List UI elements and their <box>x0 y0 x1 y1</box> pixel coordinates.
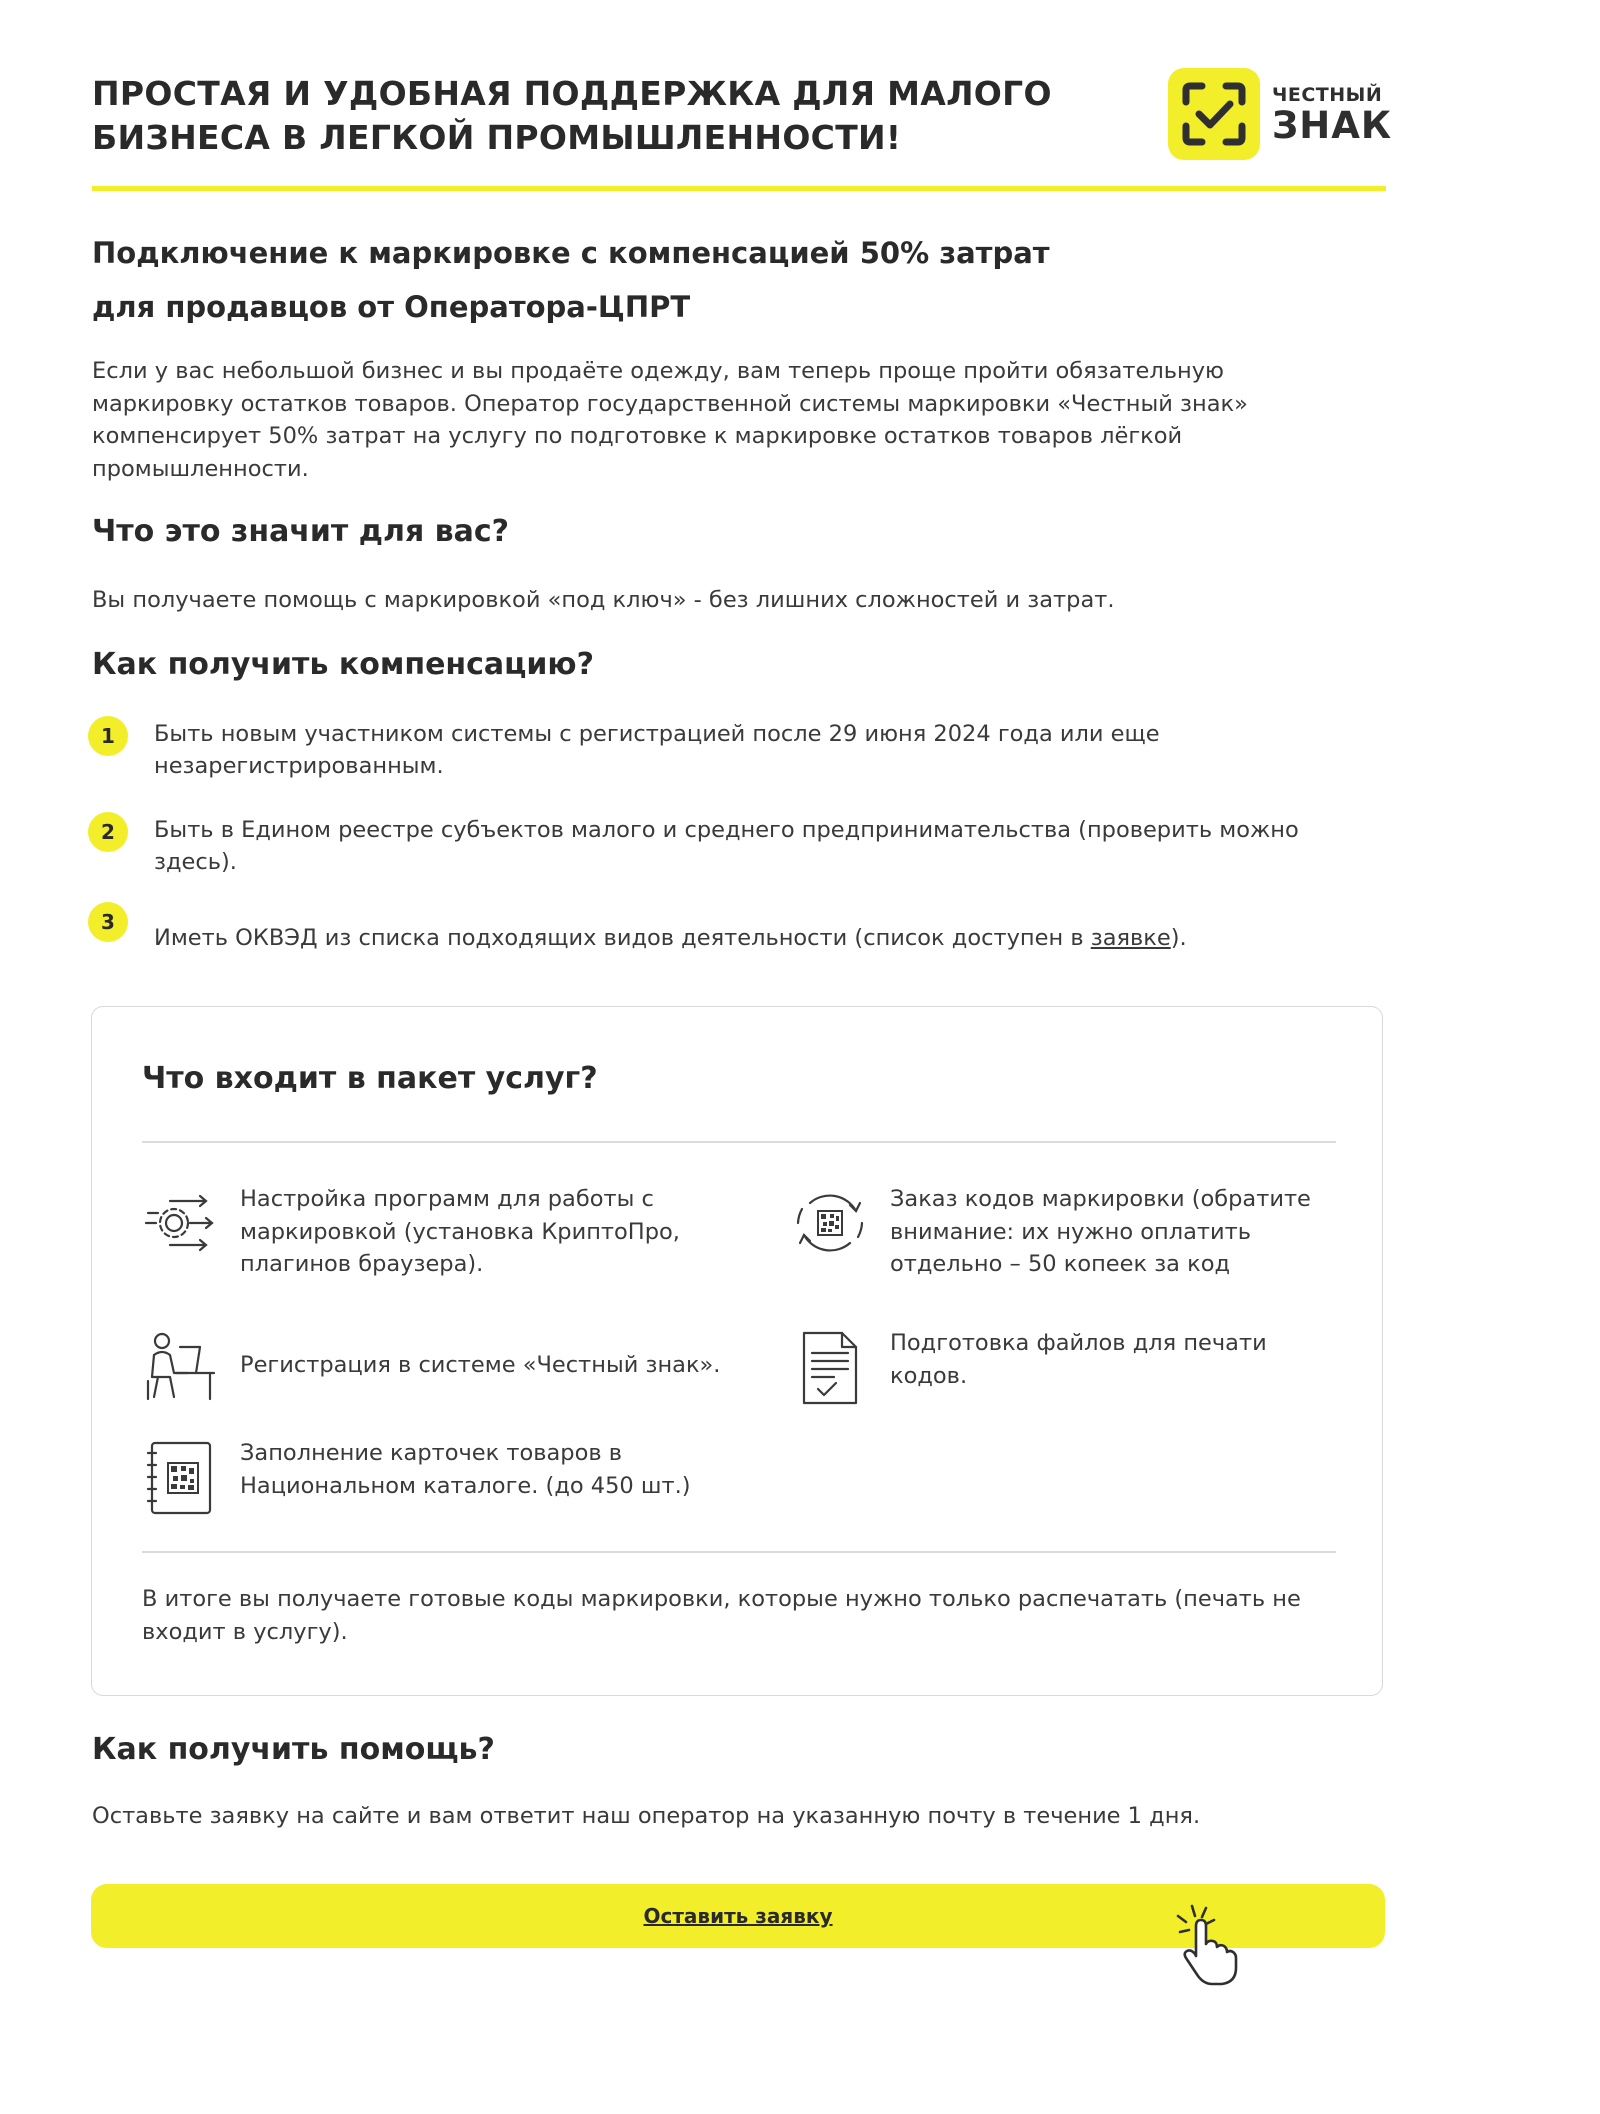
service-item <box>140 1327 740 1417</box>
service-text: Подготовка файлов для печати кодов. <box>890 1330 1267 1389</box>
logo-text-big: ЗНАК <box>1272 104 1393 147</box>
step-number-badge: 1 <box>88 716 128 756</box>
service-item <box>140 1437 740 1527</box>
subtitle <box>92 226 1192 334</box>
service-item <box>790 1327 1350 1417</box>
step-number-badge: 2 <box>88 812 128 852</box>
service-text: Заполнение карточек товаров в Национальном каталоге. (до 450 шт.) <box>240 1440 691 1499</box>
page-title-line-2: БИЗНЕСА В ЛЕГКОЙ ПРОМЫШЛЕННОСТИ! <box>92 118 902 157</box>
card-divider-top <box>142 1141 1336 1143</box>
service-item <box>790 1183 1350 1293</box>
service-text: Настройка программ для работы с маркировкой (установка КриптоПро, плагинов браузера). <box>240 1186 680 1277</box>
catalog-notebook-icon <box>140 1437 220 1517</box>
step-number-badge: 3 <box>88 902 128 942</box>
brand-logo <box>1168 68 1398 160</box>
service-item <box>140 1183 740 1293</box>
step-text <box>154 922 1364 954</box>
check-frame-icon <box>1168 68 1260 160</box>
help-text: Оставьте заявку на сайте и вам ответит наш оператор на указанную почту в течение 1 дня. <box>92 1803 1201 1829</box>
meaning-heading: Что это значит для вас? <box>92 514 510 549</box>
service-text: Регистрация в системе «Честный знак». <box>240 1352 721 1378</box>
step-text-after: ). <box>1170 925 1187 951</box>
code-refresh-icon <box>790 1183 870 1263</box>
service-text: Заказ кодов маркировки (обратите внимание: их нужно оплатить отдельно – 50 копеек за код <box>890 1186 1311 1277</box>
document-check-icon <box>790 1327 870 1407</box>
services-summary: В итоге вы получаете готовые коды маркировки, которые нужно только распечатать (печать не входит в услугу). <box>142 1586 1301 1645</box>
application-link[interactable]: заявке <box>1090 925 1171 951</box>
help-heading: Как получить помощь? <box>92 1732 495 1767</box>
services-heading: Что входит в пакет услуг? <box>142 1061 598 1096</box>
subtitle-line-1: Подключение к маркировке с компенсацией 50% затрат <box>92 236 1050 270</box>
meaning-text: Вы получаете помощь с маркировкой «под ключ» - без лишних сложностей и затрат. <box>92 587 1115 613</box>
step-text: Быть новым участником системы с регистрацией после 29 июня 2024 года или еще незарегистрированным. <box>154 721 1160 779</box>
intro-paragraph: Если у вас небольшой бизнес и вы продаёте одежду, вам теперь проще пройти обязательную маркировку остатков товаров. Оператор государственной системы маркировки «Честный знак» компенсирует 50% затрат на услугу по подготовке к маркировке остатков товаров лёгкой промышленности. <box>92 358 1248 482</box>
person-at-desk-icon <box>140 1327 220 1407</box>
header-divider <box>92 186 1386 191</box>
step-text-before: Иметь ОКВЭД из списка подходящих видов деятельности (список доступен в <box>154 925 1091 951</box>
logo-text-small: ЧЕСТНЫЙ <box>1272 84 1383 106</box>
subtitle-line-2: для продавцов от Оператора-ЦПРТ <box>92 290 691 324</box>
gear-arrows-icon <box>140 1183 220 1263</box>
page-title <box>92 72 1052 160</box>
services-card <box>91 1006 1383 1696</box>
compensation-heading: Как получить компенсацию? <box>92 647 595 682</box>
step-text: Быть в Едином реестре субъектов малого и среднего предпринимательства (проверить можно здесь). <box>154 817 1299 875</box>
card-divider-bottom <box>142 1551 1336 1553</box>
submit-application-label: Оставить заявку <box>643 1904 833 1928</box>
logo-badge <box>1168 68 1260 160</box>
hand-pointer-icon <box>1168 1898 1258 1988</box>
page-title-line-1: ПРОСТАЯ И УДОБНАЯ ПОДДЕРЖКА ДЛЯ МАЛОГО <box>92 74 1052 113</box>
